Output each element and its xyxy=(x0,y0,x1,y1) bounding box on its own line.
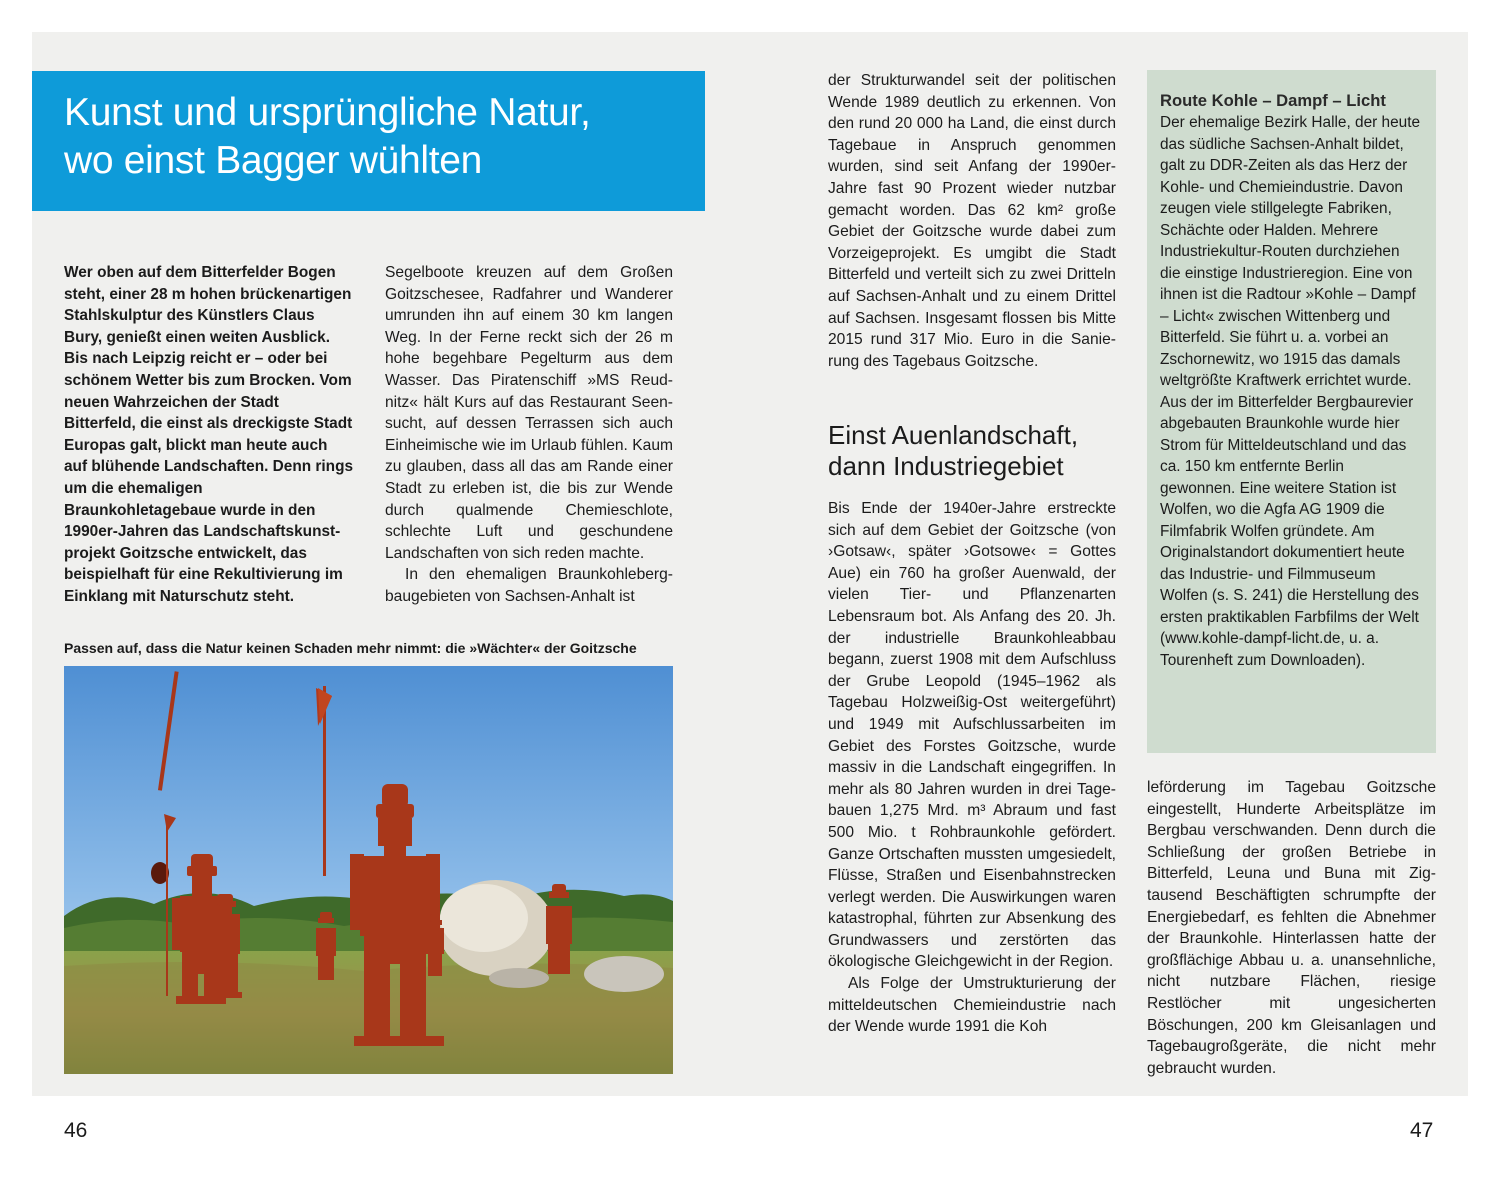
body-paragraph: der Strukturwandel seit der politischen Wende 1989 deutlich zu erkennen. Von den rund 20 000 ha Land, die einst durch Tagebaue in Anspruch genommen wurden, sind seit Anfang der 1990er-Jahre fast 90 Prozent wieder nutzbar gemacht worden. Das 62 km² große Gebiet der Goitzsche wurde dabei zum Vorzeigeprojekt. Es umgibt die Stadt Bitterfeld und verteilt sich zu zwei Dritteln auf Sachsen-Anhalt und zu einem Drittel auf Sachsen. Insgesamt flossen bis Mitte 2015 rund 317 Mio. Euro in die Sanierung des Tagebaus Goitzsche. xyxy=(828,72,1116,370)
photo-illustration xyxy=(64,666,673,1074)
body-paragraph: Segelboote kreuzen auf dem Großen Goitzschesee, Radfahrer und Wanderer umrunden ihn auf einem 30 km langen Weg. In der Ferne reckt sich der 26 m hohe begehbare Pegelturm aus dem Wasser. Das Piratenschiff »MS Reudnitz« hält Kurs auf das Restaurant Seensucht, auf dessen Terrassen sich auch Einheimische wie im Urlaub fühlen. Kaum zu glauben, dass all das am Rande einer Stadt zu erleben ist, die bis zur Wende durch qualmende Chemieschlote, schlechte Luft und geschundene Landschaften von sich reden machte. xyxy=(385,264,673,562)
info-box-body: Der ehemalige Bezirk Halle, der heute das südliche Sachsen-Anhalt bildet, galt zu DDR-Zeiten als das Herz der Kohle- und Chemieindustrie. Davon zeugen viele stillgelegte Fabriken, Schächte oder Halden. Mehrere Industriekultur-Routen durchziehen die einstige Industrieregion. Eine von ihnen ist die Radtour »Kohle – Dampf – Licht« zwischen Wittenberg und Bitterfeld. Sie führt u. a. vorbei an Zschornewitz, wo 1915 das damals weltgrößte Kraftwerk errichtet wurde. Aus der im Bitterfelder Bergbaurevier abgebauten Braunkohle wurde hier Strom für Mitteldeutschland und das ca. 150 km entfernte Berlin gewonnen. Eine weitere Station ist Wolfen, wo die Agfa AG 1909 die Filmfabrik Wolfen gründete. Am Originalstandort dokumentiert heute das Industrie- und Filmmuseum Wolfen (s. S. 241) die Herstellung des ersten praktikablen Farbfilms der Welt (www.kohle-dampf-licht.de, u. a. Tourenheft zum Downloaden). xyxy=(1160,114,1421,669)
subheading-line-1: Einst Auenlandschaft, xyxy=(828,420,1079,450)
body-paragraph: leförderung im Tagebau Goitzsche eingestellt, Hunderte Arbeitsplätze im Bergbau verschwanden. Denn durch die Schließung der großen Betriebe in Bitterfeld, Leuna und Buna mit Zigtausend Beschäftigten schrumpfte der Energiebedarf, es fehlten die Abnehmer der Braunkohle. Hinterlassen hatte der großflächige Abbau u. a. unansehnliche, nicht nutzbare Flächen, riesige Restlöcher mit ungesicherten Böschungen, 200 km Gleisanlagen und Tagebaugroßgeräte, die nicht mehr gebraucht wurden. xyxy=(1147,779,1436,1077)
chapter-headline-box xyxy=(32,71,705,211)
chapter-headline xyxy=(64,89,673,185)
headline-line-2: wo einst Bagger wühlten xyxy=(64,139,483,182)
photo-caption: Passen auf, dass die Natur keinen Schaden mehr nimmt: die »Wächter« der Goitzsche xyxy=(64,640,637,656)
page-number-right: 47 xyxy=(1410,1119,1434,1142)
body-paragraph: Bis Ende der 1940er-Jahre erstreckte sich auf dem Gebiet der Goitzsche (von ›Gotsaw‹, später ›Gotsowe‹ = Gottes Aue) ein 760 ha großer Auenwald, der vielen Tier- und Pflanzenarten Lebensraum bot. Als Anfang des 20. Jh. der industrielle Braunkohleabbau begann, zuerst 1908 mit dem Aufschluss der Grube Leopold (1945–1962 als Tagebau Holzweißig-Ost weitergeführt) und 1949 mit Aufschlussarbeiten im Gebiet des Forstes Goitzsche, wurde massiv in die Landschaft eingegriffen. In mehr als 80 Jahren wurden in drei Tagebauen 1,275 Mrd. m³ Abraum und fast 500 Mio. t Rohbraunkohle gefördert. Ganze Ortschaften mussten umgesiedelt, Flüsse, Straßen und Eisenbahnstrecken verlegt werden. Die Auswirkungen waren katastrophal, führten zur Absenkung des Grundwassers und zerstörten das ökologische Gleichgewicht in der Region. xyxy=(828,500,1116,971)
text-column-3-bottom xyxy=(828,498,1116,1038)
photo-waechter-sculptures xyxy=(64,666,673,1074)
section-subheading xyxy=(828,420,1118,482)
text-column-2 xyxy=(385,262,673,608)
info-box-title: Route Kohle – Dampf – Licht xyxy=(1160,91,1386,110)
body-paragraph: Als Folge der Umstrukturierung der mitteldeutschen Chemieindustrie nach der Wende wurde 1991 die Koh xyxy=(828,975,1116,1036)
subheading-line-2: dann Industriegebiet xyxy=(828,451,1064,481)
body-paragraph: In den ehemaligen Braunkohlebergbaugebieten von Sachsen-Anhalt ist xyxy=(385,566,673,605)
text-column-3-top xyxy=(828,70,1116,372)
text-column-4 xyxy=(1147,777,1436,1079)
info-box-route xyxy=(1147,70,1436,753)
headline-line-1: Kunst und ursprüngliche Natur, xyxy=(64,91,591,134)
lead-paragraph-column xyxy=(64,262,354,608)
lead-paragraph: Wer oben auf dem Bitterfelder Bogen steht, einer 28 m hohen brückenartigen Stahlskulptur des Künstlers Claus Bury, genießt einen weiten Ausblick. Bis nach Leipzig reicht er – oder bei schönem Wetter bis zum Brocken. Vom neuen Wahrzeichen der Stadt Bitterfeld, die einst als dreckigste Stadt Europas galt, blickt man heute auch auf blühende Landschaften. Denn rings um die ehemaligen Braunkohletagebaue wurde in den 1990er-Jahren das Landschaftskunstprojekt Goitzsche entwickelt, das beispielhaft für eine Rekultivierung im Einklang mit Naturschutz steht. xyxy=(64,264,354,605)
page-number-left: 46 xyxy=(64,1119,88,1142)
